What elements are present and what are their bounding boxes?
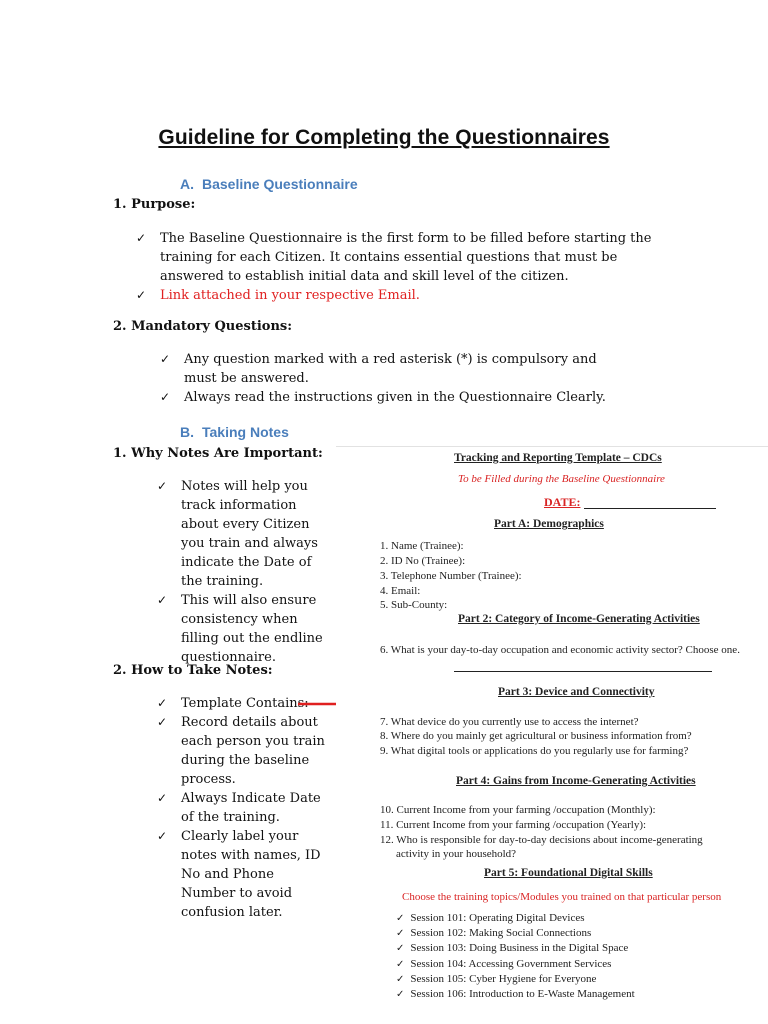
session-item: ✓ Session 106: Introduction to E-Waste Management	[396, 988, 635, 1000]
check-icon: ✓	[136, 231, 147, 245]
check-icon: ✓	[396, 913, 405, 924]
separator-line	[454, 671, 712, 672]
part-4-heading: Part 4: Gains from Income-Generating Activities	[456, 775, 696, 787]
question-line: 8. Where do you mainly get agricultural or business information from?	[380, 730, 692, 742]
session-item: ✓ Session 103: Doing Business in the Digital Space	[396, 942, 629, 954]
template-subtitle: To be Filled during the Baseline Questionnaire	[458, 473, 665, 485]
question-line: 6. What is your day-to-day occupation and economic activity sector? Choose one.	[380, 644, 740, 656]
part-2-heading: Part 2: Category of Income-Generating Activities	[458, 613, 700, 625]
check-icon: ✓	[396, 928, 405, 939]
list-item: ✓ Always Indicate Date of the training.	[157, 791, 321, 825]
check-icon: ✓	[136, 288, 147, 302]
date-label: DATE:	[544, 495, 581, 509]
check-icon: ✓	[157, 715, 168, 729]
section-a-title: Baseline Questionnaire	[202, 176, 358, 192]
check-icon: ✓	[396, 959, 405, 970]
part-5-heading: Part 5: Foundational Digital Skills	[484, 867, 653, 879]
purpose-list	[136, 229, 656, 305]
question-line: 7. What device do you currently use to access the internet?	[380, 716, 639, 728]
session-item: ✓ Session 104: Accessing Government Services	[396, 958, 612, 970]
how-notes-heading: 2. How to Take Notes:	[113, 663, 273, 678]
check-icon: ✓	[157, 829, 168, 843]
tracking-template-image	[336, 446, 768, 1007]
question-line: 4. Email:	[380, 585, 421, 597]
question-line: 10. Current Income from your farming /occupation (Monthly):	[380, 804, 656, 816]
list-item: ✓ Any question marked with a red asterisk (*) is compulsory and must be answered.	[160, 352, 597, 386]
section-b-letter: B.	[180, 424, 194, 440]
date-line	[584, 508, 716, 509]
mandatory-list	[160, 350, 620, 407]
why-notes-heading: 1. Why Notes Are Important:	[113, 446, 323, 461]
section-a-heading	[180, 176, 358, 192]
check-icon: ✓	[396, 943, 405, 954]
page-title: Guideline for Completing the Questionnaires	[158, 126, 610, 149]
template-title: Tracking and Reporting Template – CDCs	[454, 452, 662, 464]
question-line: activity in your household?	[396, 848, 517, 860]
check-icon: ✓	[157, 791, 168, 805]
session-item: ✓ Session 101: Operating Digital Devices	[396, 912, 585, 924]
section-a-letter: A.	[180, 176, 194, 192]
question-line: 2. ID No (Trainee):	[380, 555, 466, 567]
check-icon: ✓	[157, 696, 168, 710]
question-line: 5. Sub-County:	[380, 599, 448, 611]
list-item: ✓ This will also ensure consistency when filling out the endline questionnaire.	[157, 593, 323, 665]
question-line: 3. Telephone Number (Trainee):	[380, 570, 522, 582]
session-item: ✓ Session 105: Cyber Hygiene for Everyone	[396, 973, 597, 985]
list-item: ✓ Always read the instructions given in the Questionnaire Clearly.	[160, 390, 606, 405]
check-icon: ✓	[160, 352, 171, 366]
email-link-note: ✓ Link attached in your respective Email.	[136, 288, 420, 303]
list-item: ✓ The Baseline Questionnaire is the first form to be filled before starting the training for each Citizen. It contains essential questions that must be answered to establish initial data and skill level of the citizen.	[136, 231, 652, 284]
check-icon: ✓	[157, 479, 168, 493]
part-3-heading: Part 3: Device and Connectivity	[498, 686, 655, 698]
check-icon: ✓	[396, 974, 405, 985]
list-item: ✓ Template Contains:	[157, 696, 309, 711]
section-b-heading	[180, 424, 289, 440]
check-icon: ✓	[160, 390, 171, 404]
list-item: ✓ Clearly label your notes with names, ID No and Phone Number to avoid confusion later.	[157, 829, 321, 920]
purpose-heading: 1. Purpose:	[113, 197, 196, 212]
list-item: ✓ Notes will help you track information about every Citizen you train and always indicate the Date of the training.	[157, 479, 318, 589]
question-line: 11. Current Income from your farming /occupation (Yearly):	[380, 819, 647, 831]
session-item: ✓ Session 102: Making Social Connections	[396, 927, 592, 939]
question-line: 1. Name (Trainee):	[380, 540, 464, 552]
list-item: ✓ Record details about each person you train during the baseline process.	[157, 715, 325, 787]
question-line: 9. What digital tools or applications do you regularly use for farming?	[380, 745, 689, 757]
check-icon: ✓	[157, 593, 168, 607]
question-line: 12. Who is responsible for day-to-day decisions about income-generating	[380, 834, 703, 846]
part-a-heading: Part A: Demographics	[494, 518, 604, 530]
mandatory-heading: 2. Mandatory Questions:	[113, 319, 293, 334]
check-icon: ✓	[396, 989, 405, 1000]
section-b-title: Taking Notes	[202, 424, 289, 440]
part-5-instruction: Choose the training topics/Modules you trained on that particular person	[402, 891, 722, 903]
